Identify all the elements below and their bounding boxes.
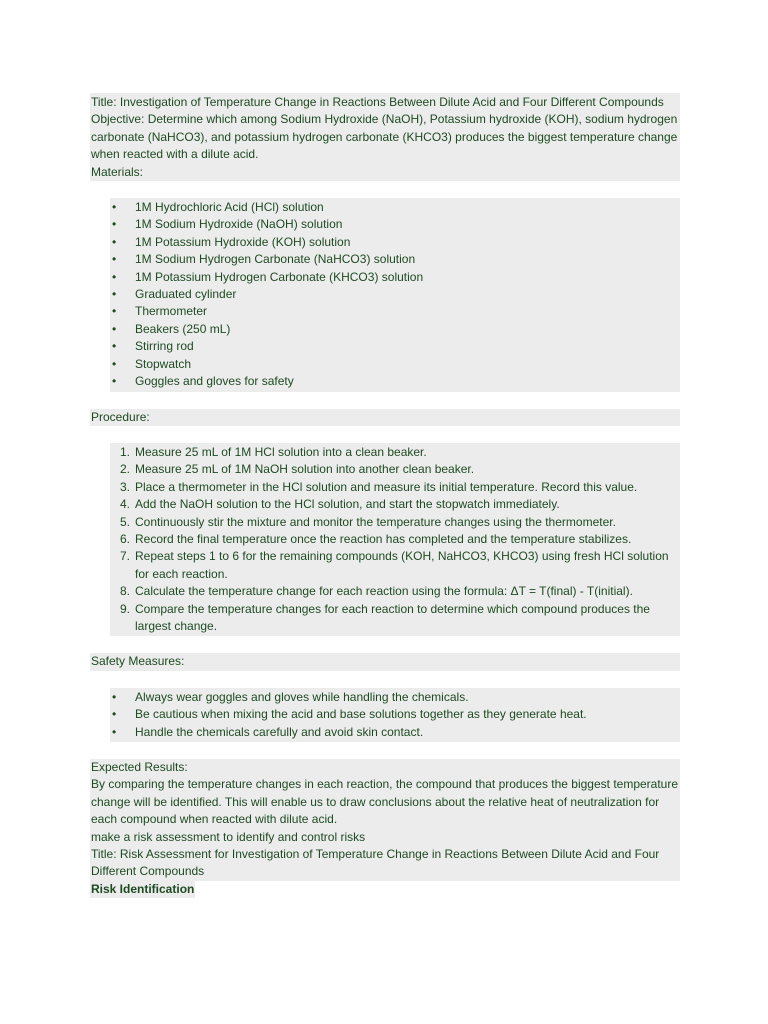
material-item xyxy=(110,338,680,355)
bullet-marker: • xyxy=(112,252,117,267)
risk-assessment-prompt: make a risk assessment to identify and control risks xyxy=(91,829,366,844)
safety-heading: Safety Measures: xyxy=(90,653,680,670)
step-number: 9. xyxy=(119,601,130,616)
material-item xyxy=(110,303,680,320)
step-number: 3. xyxy=(119,479,130,494)
procedure-step xyxy=(110,601,680,636)
procedure-step xyxy=(110,444,680,461)
bullet-marker: • xyxy=(112,339,117,354)
procedure-step-text: Add the NaOH solution to the HCl solution, and start the stopwatch immediately. xyxy=(135,497,560,512)
step-number: 1. xyxy=(119,444,130,459)
procedure-step-text: Record the final temperature once the reaction has completed and the temperature stabilizes. xyxy=(135,531,632,546)
material-item xyxy=(110,251,680,268)
bullet-marker: • xyxy=(112,374,117,389)
expected-results-heading: Expected Results: xyxy=(91,760,188,774)
material-item xyxy=(110,286,680,303)
material-item-text: 1M Sodium Hydroxide (NaOH) solution xyxy=(135,217,343,232)
step-number: 5. xyxy=(119,514,130,529)
bullet-marker: • xyxy=(112,724,117,739)
procedure-step xyxy=(110,583,680,600)
step-number: 4. xyxy=(119,497,130,512)
procedure-step-text: Measure 25 mL of 1M HCl solution into a clean beaker. xyxy=(135,444,427,459)
bullet-marker: • xyxy=(112,689,117,704)
safety-item xyxy=(110,689,680,706)
bullet-marker: • xyxy=(112,234,117,249)
step-number: 8. xyxy=(119,584,130,599)
procedure-heading: Procedure: xyxy=(90,409,680,426)
material-item xyxy=(110,356,680,373)
expected-results-body: By comparing the temperature changes in each reaction, the compound that produces the biggest temperature change will be identified. This will enable us to draw conclusions about the relative heat of neutralization for each compound when reacted with dilute acid. xyxy=(91,777,679,827)
material-item-text: Goggles and gloves for safety xyxy=(135,374,294,389)
material-item xyxy=(110,269,680,286)
bullet-marker: • xyxy=(112,217,117,232)
procedure-step xyxy=(110,514,680,531)
bullet-marker: • xyxy=(112,287,117,302)
step-number: 7. xyxy=(119,549,130,564)
risk-identification-heading: Risk Identification xyxy=(90,881,195,898)
procedure-step-text: Calculate the temperature change for each reaction using the formula: ΔT = T(final) - T(initial). xyxy=(135,584,633,599)
materials-heading: Materials: xyxy=(91,164,144,179)
procedure-step-text: Compare the temperature changes for each reaction to determine which compound produces the largest change. xyxy=(135,601,650,633)
safety-item-text: Be cautious when mixing the acid and base solutions together as they generate heat. xyxy=(135,707,587,722)
material-item-text: 1M Potassium Hydroxide (KOH) solution xyxy=(135,234,351,249)
material-item-text: 1M Sodium Hydrogen Carbonate (NaHCO3) solution xyxy=(135,252,416,267)
material-item-text: Beakers (250 mL) xyxy=(135,321,231,336)
bullet-marker: • xyxy=(112,321,117,336)
document-title: Title: Investigation of Temperature Change in Reactions Between Dilute Acid and Four Different Compounds xyxy=(91,95,664,109)
procedure-step xyxy=(110,496,680,513)
procedure-step xyxy=(110,479,680,496)
procedure-list-block xyxy=(110,443,680,636)
risk-assessment-title: Title: Risk Assessment for Investigation of Temperature Change in Reactions Between Dilute Acid and Four Different Compounds xyxy=(91,847,660,879)
safety-list xyxy=(110,689,680,741)
results-block xyxy=(90,759,680,881)
material-item xyxy=(110,321,680,338)
document-page xyxy=(90,93,680,898)
bullet-marker: • xyxy=(112,304,117,319)
material-item-text: Stopwatch xyxy=(135,356,192,371)
procedure-step-text: Place a thermometer in the HCl solution and measure its initial temperature. Record this value. xyxy=(135,479,638,494)
material-item xyxy=(110,216,680,233)
material-item-text: Graduated cylinder xyxy=(135,287,237,302)
materials-list-block xyxy=(110,198,680,391)
procedure-step-text: Measure 25 mL of 1M NaOH solution into another clean beaker. xyxy=(135,462,475,477)
procedure-step xyxy=(110,531,680,548)
bullet-marker: • xyxy=(112,707,117,722)
procedure-step-text: Repeat steps 1 to 6 for the remaining compounds (KOH, NaHCO3, KHCO3) using fresh HCl solution for each reaction. xyxy=(135,549,669,581)
procedure-step xyxy=(110,548,680,583)
procedure-step-text: Continuously stir the mixture and monitor the temperature changes using the thermometer. xyxy=(135,514,616,529)
step-number: 2. xyxy=(119,462,130,477)
bullet-marker: • xyxy=(112,356,117,371)
material-item xyxy=(110,373,680,390)
procedure-list xyxy=(110,444,680,635)
safety-item-text: Always wear goggles and gloves while handling the chemicals. xyxy=(135,689,469,704)
procedure-step xyxy=(110,461,680,478)
material-item-text: 1M Potassium Hydrogen Carbonate (KHCO3) solution xyxy=(135,269,424,284)
bullet-marker: • xyxy=(112,269,117,284)
objective-paragraph: Objective: Determine which among Sodium Hydroxide (NaOH), Potassium hydroxide (KOH), sodium hydrogen carbonate (NaHCO3), and potassium hydrogen carbonate (KHCO3) produces the biggest temperature change when reacted with a dilute acid. xyxy=(91,112,678,162)
material-item-text: Thermometer xyxy=(135,304,208,319)
safety-list-block xyxy=(110,688,680,742)
material-item xyxy=(110,234,680,251)
material-item-text: Stirring rod xyxy=(135,339,194,354)
safety-item xyxy=(110,706,680,723)
safety-item xyxy=(110,724,680,741)
step-number: 6. xyxy=(119,531,130,546)
material-item-text: 1M Hydrochloric Acid (HCl) solution xyxy=(135,200,324,215)
material-item xyxy=(110,199,680,216)
bullet-marker: • xyxy=(112,200,117,215)
safety-item-text: Handle the chemicals carefully and avoid skin contact. xyxy=(135,724,424,739)
intro-block xyxy=(90,93,680,181)
materials-list xyxy=(110,199,680,390)
